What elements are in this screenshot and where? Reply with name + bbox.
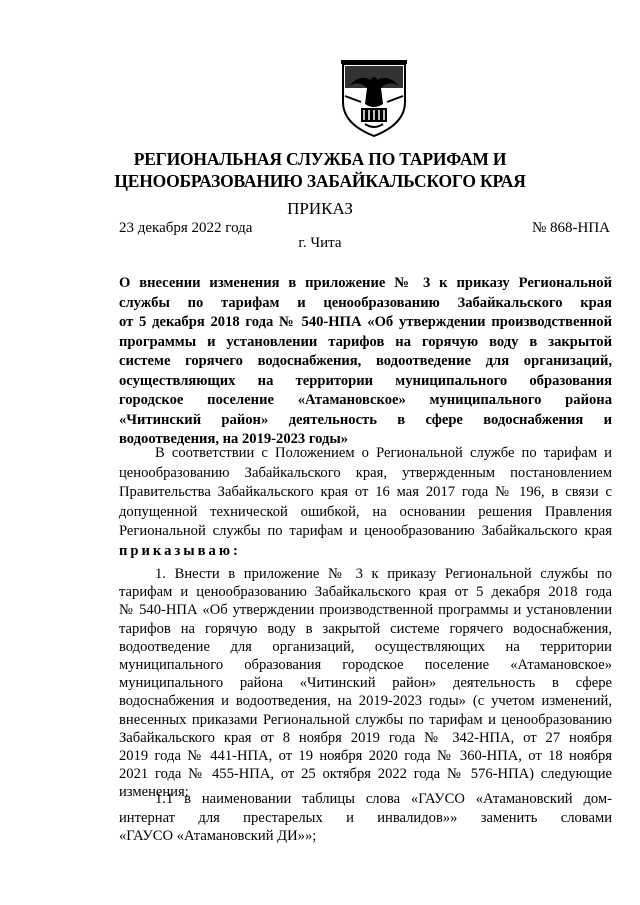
subject-line: городское поселение «Атамановское» муниципального района xyxy=(119,392,612,408)
item-1-1-line: интернат для престарелых и инвалидов»» заменить словами xyxy=(119,809,612,826)
agency-name xyxy=(110,148,530,192)
order-word: приказываю: xyxy=(119,542,241,559)
order-subject xyxy=(119,274,612,450)
item-1-line: № 540-НПА «Об утверждении производственной программы и установлении xyxy=(119,602,612,619)
item-1-line: муниципального района «Читинский район» деятельность в сфере xyxy=(119,675,612,692)
document-type: ПРИКАЗ xyxy=(287,199,353,218)
basis-line: ценообразованию Забайкальского края, утвержденным постановлением xyxy=(119,464,612,481)
document-city: г. Чита xyxy=(298,235,342,251)
basis-paragraph xyxy=(119,444,612,561)
document-date: 23 декабря 2022 года xyxy=(119,220,253,236)
item-1-line: 2021 года № 455-НПА, от 25 октября 2022 года № 576-НПА) следующие xyxy=(119,766,612,783)
subject-line: осуществляющих на территории муниципального образования xyxy=(119,372,612,389)
item-1-line: Забайкальского края от 8 ноября 2019 года № 342-НПА, от 27 ноября xyxy=(119,729,612,746)
subject-line: от 5 декабря 2018 года № 540-НПА «Об утверждении производственной xyxy=(119,314,612,330)
basis-line: В соответствии с Положением о Региональной службе по тарифам и xyxy=(155,445,612,461)
subject-line: О внесении изменения в приложение № 3 к приказу Региональной xyxy=(119,275,612,291)
item-1-line: внесенных приказами Региональной службы по тарифам и ценообразованию xyxy=(119,711,612,728)
item-1-1-line: «ГАУСО «Атамановский ДИ»»; xyxy=(119,828,317,844)
subject-line: «Читинский район» деятельность в сфере водоснабжения и xyxy=(119,411,612,428)
item-1-paragraph xyxy=(119,565,612,802)
basis-line: Правительства Забайкальского края от 16 мая 2017 года № 196, в связи с xyxy=(119,484,612,500)
item-1-line: водоотведение для организаций, осуществляющих на территории xyxy=(119,638,612,655)
subject-line: службы по тарифам и ценообразованию Забайкальского края xyxy=(119,294,612,311)
subject-line: системе горячего водоснабжения, водоотведение для организаций, xyxy=(119,353,612,369)
item-1-line: тарифам и ценообразованию Забайкальского края от 5 декабря 2018 года xyxy=(119,584,612,601)
agency-name-line: РЕГИОНАЛЬНАЯ СЛУЖБА ПО ТАРИФАМ И xyxy=(133,149,507,169)
item-1-line: 1. Внести в приложение № 3 к приказу Региональной службы по xyxy=(155,566,612,582)
item-1-line: 2019 года № 441-НПА, от 19 ноября 2020 года № 360-НПА, от 18 ноября xyxy=(119,748,612,765)
item-1-1-line: 1.1 в наименовании таблицы слова «ГАУСО «Атамановский дом- xyxy=(155,791,612,807)
item-1-1-paragraph xyxy=(119,790,612,846)
subject-line: водоотведения, на 2019-2023 годы» xyxy=(119,431,349,447)
basis-line: допущенной технической ошибкой, на основании решения Правления xyxy=(119,503,612,520)
item-1-line: муниципального образования городское поселение «Атамановское» xyxy=(119,657,612,674)
coat-of-arms-emblem xyxy=(331,58,417,140)
basis-line: Региональной службы по тарифам и ценообразованию Забайкальского края xyxy=(119,523,612,539)
document-number: № 868-НПА xyxy=(531,220,610,236)
item-1-line: изменения: xyxy=(119,784,189,801)
subject-line: программы и установлении тарифов на горячую воду в закрытой xyxy=(119,333,612,350)
agency-name-line: ЦЕНООБРАЗОВАНИЮ ЗАБАЙКАЛЬСКОГО КРАЯ xyxy=(114,171,526,191)
item-1-line: тарифов на горячую воду в закрытой системе горячего водоснабжения, xyxy=(119,620,612,637)
item-1-line: водоснабжения и водоотведения, на 2019-2023 годы» (с учетом изменений, xyxy=(119,693,612,710)
